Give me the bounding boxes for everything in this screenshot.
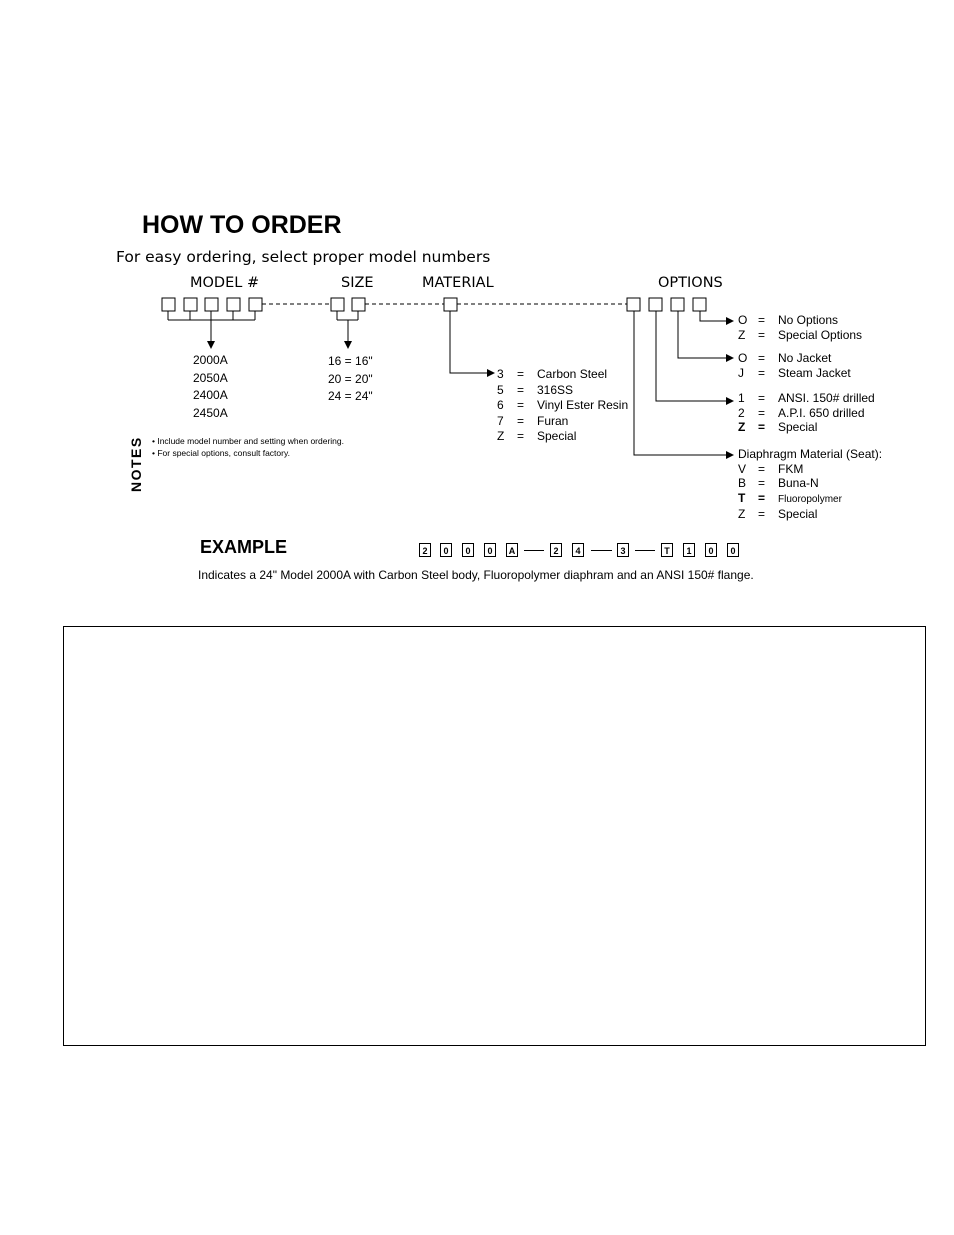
header-options: OPTIONS (658, 275, 723, 291)
list-item: J = Steam Jacket (738, 365, 851, 380)
page-subtitle: For easy ordering, select proper model numbers (116, 248, 491, 266)
example-char-box: 2 (550, 543, 562, 557)
header-model: MODEL # (190, 275, 260, 291)
notes-list (152, 436, 344, 459)
example-char-box: A (506, 543, 518, 557)
list-item: 20 = 20" (328, 371, 373, 386)
list-item: 2000A (193, 353, 228, 367)
header-material: MATERIAL (422, 275, 494, 291)
flange-list (738, 391, 875, 435)
page-title: HOW TO ORDER (142, 211, 342, 239)
list-item: 1 = ANSI. 150# drilled (738, 391, 875, 405)
list-item: 2 = A.P.I. 650 drilled (738, 405, 865, 420)
list-item: 3 = Carbon Steel (497, 367, 608, 381)
list-item: T = Fluoropolymer (738, 490, 842, 505)
list-item: 2400A (193, 388, 228, 402)
list-item: Z = Special (497, 429, 577, 443)
example-char-box: 2 (419, 543, 431, 557)
model-box-4 (227, 298, 240, 311)
example-char-box: 1 (683, 543, 695, 557)
example-char-box: 0 (705, 543, 717, 557)
example-char-box: 4 (572, 543, 584, 557)
example-label: EXAMPLE (200, 537, 288, 557)
notes-label: NOTES (128, 436, 144, 492)
example-dash (635, 550, 655, 551)
material-list (497, 367, 628, 445)
model-box-2 (184, 298, 197, 311)
list-item: O = No Jacket (738, 351, 832, 365)
model-box-3 (205, 298, 218, 311)
size-box-1 (331, 298, 344, 311)
example-char-box: 0 (484, 543, 496, 557)
example-dash (591, 550, 612, 551)
list-item: Z = Special (738, 420, 818, 434)
list-item: Z = Special (738, 507, 818, 521)
example-char-box: T (661, 543, 673, 557)
diaphragm-list (738, 447, 882, 522)
size-box-2 (352, 298, 365, 311)
list-item: Z = Special Options (738, 327, 863, 342)
example-char-box: 0 (462, 543, 474, 557)
list-item: 16 = 16" (328, 354, 373, 368)
example-char-box: 0 (727, 543, 739, 557)
empty-bordered-panel (63, 626, 926, 1046)
example-caption: Indicates a 24" Model 2000A with Carbon Steel body, Fluoropolymer diaphram and an ANSI 150# flange. (198, 568, 754, 582)
list-item: 2050A (193, 370, 228, 385)
options-list (738, 313, 862, 342)
diaphragm-heading: Diaphragm Material (Seat): (738, 447, 883, 461)
jacket-list (738, 351, 851, 380)
list-item: 2450A (193, 405, 228, 420)
list-item: • Include model number and setting when ordering. (152, 436, 344, 446)
list-item: B = Buna-N (738, 476, 819, 490)
list-item: V = FKM (738, 461, 804, 476)
option-box-options (693, 298, 706, 311)
list-item: O = No Options (738, 313, 839, 327)
list-item: 7 = Furan (497, 413, 569, 428)
header-size: SIZE (341, 275, 374, 291)
list-item: • For special options, consult factory. (152, 447, 290, 458)
example-dash (524, 550, 544, 551)
list-item: 6 = Vinyl Ester Resin (497, 398, 629, 412)
model-list (193, 352, 228, 422)
example-char-box: 0 (440, 543, 452, 557)
list-item: 24 = 24" (328, 389, 373, 403)
list-item: 5 = 316SS (497, 382, 574, 397)
model-box-1 (162, 298, 175, 311)
option-box-jacket (671, 298, 684, 311)
size-list (328, 353, 373, 406)
material-box (444, 298, 457, 311)
option-box-diaphragm (627, 298, 640, 311)
example-char-box: 3 (617, 543, 629, 557)
model-box-5 (249, 298, 262, 311)
option-box-flange (649, 298, 662, 311)
